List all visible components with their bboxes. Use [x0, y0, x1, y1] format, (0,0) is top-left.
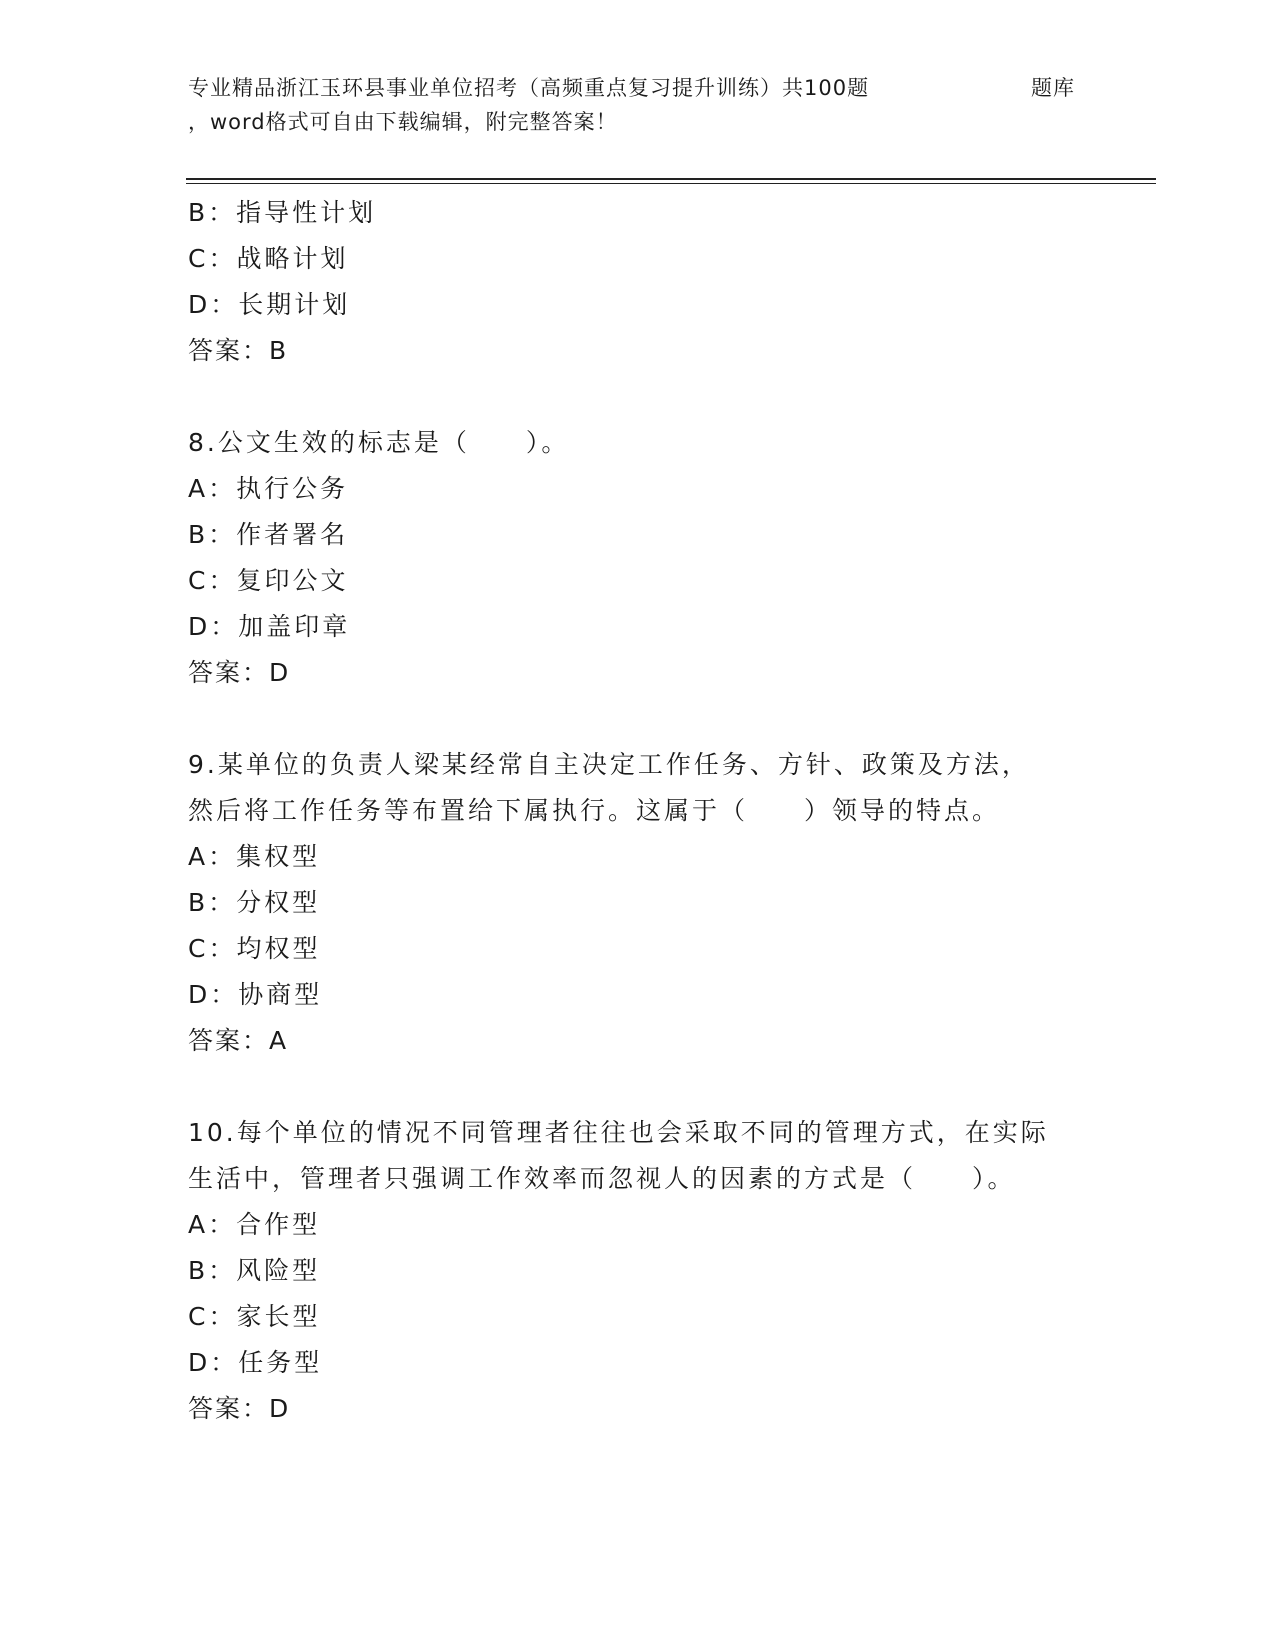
option-c: C：复印公文 — [188, 566, 349, 595]
option-b: B：作者署名 — [188, 520, 349, 549]
option-c: C：均权型 — [188, 934, 321, 963]
option-d: D：任务型 — [188, 1348, 323, 1377]
option-d: D：加盖印章 — [188, 612, 351, 641]
answer-line: 答案：A — [188, 1026, 289, 1055]
question-10 — [188, 1110, 1088, 1432]
header-divider-thin — [186, 183, 1156, 184]
option-c: C：家长型 — [188, 1302, 321, 1331]
question-8 — [188, 420, 1088, 696]
document-subtitle: ，word格式可自由下载编辑，附完整答案！ — [188, 110, 618, 134]
question-list — [188, 190, 1088, 1432]
option-d: D：协商型 — [188, 980, 323, 1009]
option-d: D：长期计划 — [188, 290, 351, 319]
question-stem-line-1: 10.每个单位的情况不同管理者往往也会采取不同的管理方式，在实际 — [188, 1118, 1049, 1147]
answer-line: 答案：B — [188, 336, 289, 365]
option-a: A：执行公务 — [188, 474, 349, 503]
question-stem-line-2: 生活中，管理者只强调工作效率而忽视人的因素的方式是（ ）。 — [188, 1164, 1016, 1193]
question-7-tail — [188, 190, 1088, 374]
answer-line: 答案：D — [188, 1394, 291, 1423]
header-divider — [186, 178, 1156, 180]
answer-line: 答案：D — [188, 658, 291, 687]
option-a: A：合作型 — [188, 1210, 321, 1239]
option-a: A：集权型 — [188, 842, 321, 871]
option-b: B：分权型 — [188, 888, 321, 917]
question-stem: 8.公文生效的标志是（ ）。 — [188, 428, 570, 457]
option-c: C：战略计划 — [188, 244, 349, 273]
document-title: 专业精品浙江玉环县事业单位招考（高频重点复习提升训练）共100题 — [188, 76, 870, 100]
question-stem-line-2: 然后将工作任务等布置给下属执行。这属于（ ）领导的特点。 — [188, 796, 1001, 825]
question-9 — [188, 742, 1088, 1064]
question-stem-line-1: 9.某单位的负责人梁某经常自主决定工作任务、方针、政策及方法， — [188, 750, 1030, 779]
document-tag: 题库 — [1031, 76, 1075, 100]
page-header — [188, 72, 1158, 144]
option-b: B：指导性计划 — [188, 198, 377, 227]
option-b: B：风险型 — [188, 1256, 321, 1285]
